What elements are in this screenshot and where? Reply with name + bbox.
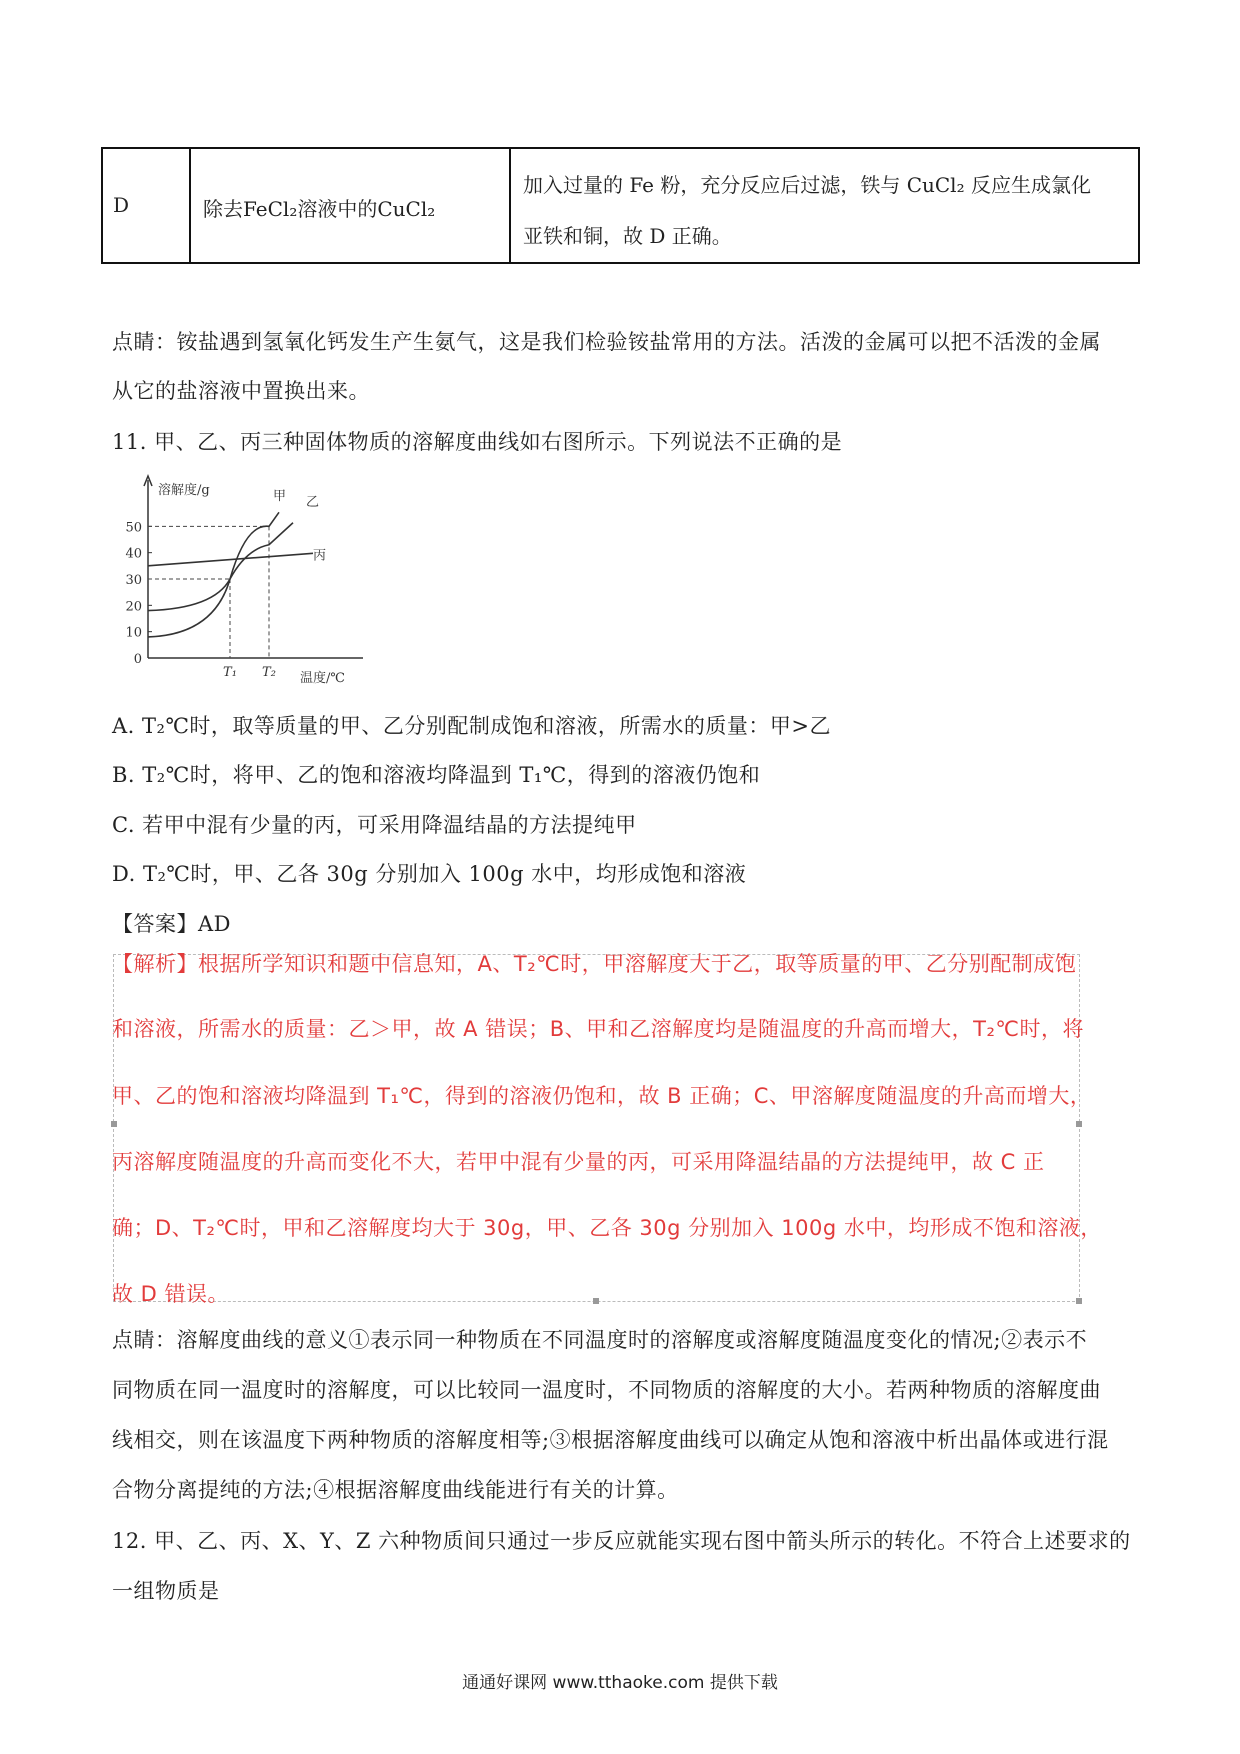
analysis-line-5: 确；D、T₂℃时，甲和乙溶解度均大于 30g，甲、乙各 30g 分别加入 100g 水中，均形成不饱和溶液，	[112, 1216, 1102, 1240]
analysis-line-3: 甲、乙的饱和溶液均降温到 T₁℃，得到的溶液仍饱和，故 B 正确；C、甲溶解度随温度的升高而增大，	[112, 1084, 1092, 1108]
option-label: D	[113, 193, 130, 217]
option-c: C. 若甲中混有少量的丙，可采用降温结晶的方法提纯甲	[112, 813, 637, 837]
answer-table-row	[101, 147, 1140, 264]
y-tick-label: 0	[133, 652, 142, 667]
chart-axes	[144, 476, 363, 658]
note-line-1: 点睛：铵盐遇到氢氧化钙发生产生氨气，这是我们检验铵盐常用的方法。活泼的金属可以把不活泼的金属	[112, 330, 1101, 354]
table-cell-option	[103, 149, 191, 262]
y-tick-label: 20	[125, 599, 142, 615]
answer-line: 【答案】AD	[112, 912, 232, 936]
analysis-box	[113, 954, 1080, 1302]
option-b: B. T₂℃时，将甲、乙的饱和溶液均降温到 T₁℃，得到的溶液仍饱和	[112, 763, 761, 787]
y-tick-label: 30	[125, 573, 142, 588]
y-tick-label: 40	[125, 546, 142, 562]
series-curve-yi	[148, 523, 293, 611]
series-label: 乙	[306, 495, 320, 510]
note-line-2: 从它的盐溶液中置换出来。	[112, 379, 370, 403]
analysis-line-4: 丙溶解度随温度的升高而变化不大，若甲中混有少量的丙，可采用降温结晶的方法提纯甲，故 C 正	[112, 1150, 1045, 1174]
option-a: A. T₂℃时，取等质量的甲、乙分别配制成饱和溶液，所需水的质量：甲>乙	[112, 714, 832, 738]
resize-handle-bottom	[593, 1298, 599, 1304]
series-label: 甲	[273, 489, 287, 504]
explanation-line-1: 加入过量的 Fe 粉，充分反应后过滤，铁与 CuCl₂ 反应生成氯化	[523, 173, 1091, 197]
analysis-line-6: 故 D 错误。	[112, 1282, 230, 1306]
analysis-line-2: 和溶液，所需水的质量：乙＞甲，故 A 错误；B、甲和乙溶解度均是随温度的升高而增大，T₂℃时，将	[112, 1017, 1084, 1041]
x-axis-label: 温度/℃	[300, 671, 345, 686]
question-12-line-1: 12. 甲、乙、丙、X、Y、Z 六种物质间只通过一步反应就能实现右图中箭头所示的转化。不符合上述要求的	[112, 1529, 1131, 1553]
note2-line-3: 线相交，则在该温度下两种物质的溶解度相等;③根据溶解度曲线可以确定从饱和溶液中析出晶体或进行混	[112, 1428, 1109, 1452]
option-d: D. T₂℃时，甲、乙各 30g 分别加入 100g 水中，均形成饱和溶液	[112, 862, 747, 886]
page-footer: 通通好课网 www.tthaoke.com 提供下载	[462, 1673, 778, 1693]
series-label: 丙	[313, 548, 327, 564]
question-12-line-2: 一组物质是	[112, 1579, 220, 1603]
table-cell-explanation	[511, 149, 1138, 262]
resize-handle-corner	[1076, 1298, 1082, 1304]
note2-line-4: 合物分离提纯的方法;④根据溶解度曲线能进行有关的计算。	[112, 1478, 679, 1502]
chart-series	[148, 512, 313, 637]
explanation-line-2: 亚铁和铜，故 D 正确。	[523, 224, 732, 248]
y-tick-label: 10	[125, 625, 142, 641]
x-tick-label: T₂	[262, 665, 276, 680]
resize-handle-right	[1076, 1121, 1082, 1127]
x-tick-label: T₁	[223, 665, 237, 680]
resize-handle-left	[111, 1121, 117, 1127]
chart-labels	[125, 482, 344, 686]
note2-line-1: 点睛：溶解度曲线的意义①表示同一种物质在不同温度时的溶解度或溶解度随温度变化的情况;②表示不	[112, 1328, 1088, 1352]
solubility-chart	[118, 470, 378, 688]
y-axis-label: 溶解度/g	[158, 483, 210, 498]
task-text: 除去FeCl₂溶液中的CuCl₂	[203, 197, 436, 221]
chart-reference-lines	[148, 526, 269, 658]
note2-line-2: 同物质在同一温度时的溶解度，可以比较同一温度时，不同物质的溶解度的大小。若两种物质的溶解度曲	[112, 1378, 1101, 1402]
question-11-stem: 11. 甲、乙、丙三种固体物质的溶解度曲线如右图所示。下列说法不正确的是	[112, 430, 843, 454]
y-tick-label: 50	[125, 520, 142, 536]
series-curve-bing	[148, 553, 313, 566]
series-curve-jia	[148, 512, 279, 637]
analysis-line-1: 【解析】根据所学知识和题中信息知，A、T₂℃时，甲溶解度大于乙，取等质量的甲、乙分别配制成饱	[112, 952, 1077, 976]
table-cell-task	[191, 149, 511, 262]
